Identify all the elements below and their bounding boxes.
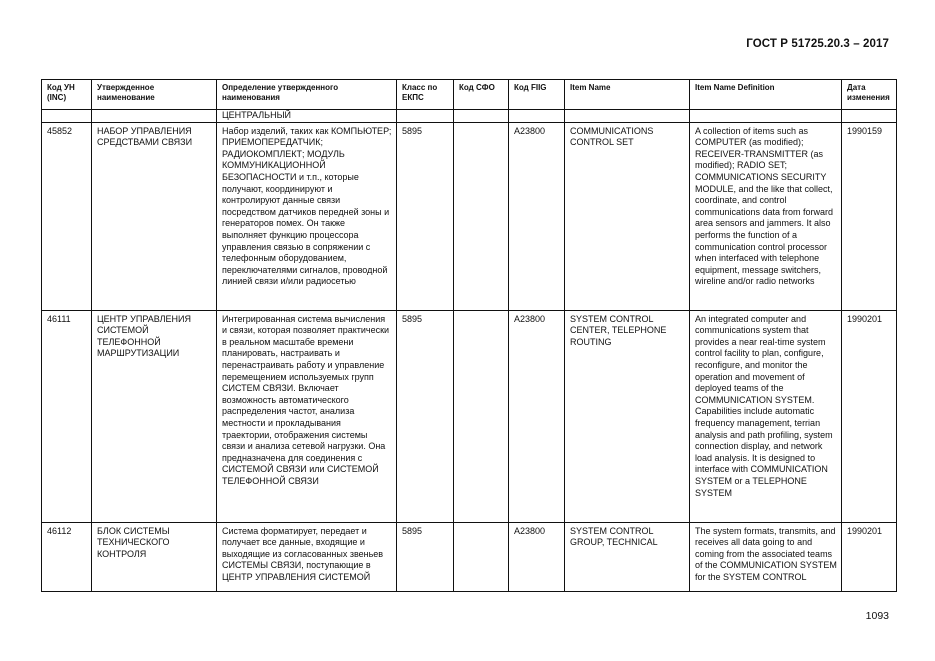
continuation-row (42, 110, 897, 123)
col-header-sfo: Код СФО (454, 80, 509, 110)
document-header: ГОСТ Р 51725.20.3 – 2017 (746, 38, 889, 50)
cell-class: 5895 (397, 310, 454, 522)
cell-item-definition: The system formats, transmits, and receives all data going to and coming from the associated teams of the COMMUNICATION SYSTEM for the SYSTEM CONTROL (690, 522, 842, 591)
cell-date: 1990159 (842, 122, 897, 310)
cell-inc: 46111 (42, 310, 92, 522)
col-header-definition: Определение утвержденного наименования (217, 80, 397, 110)
cell-sfo (454, 310, 509, 522)
cell-item-definition: A collection of items such as COMPUTER (as modified); RECEIVER-TRANSMITTER (as modified); RADIO SET; COMMUNICATIONS SECURITY MODULE, and the like that collect, coordinate, and control communications data from forward area sensors and jammers. It also performs the function of a communication control processor when interfaced with telephone equipment, message switchers, wireline and/or radio networks (690, 122, 842, 310)
catalog-table (41, 79, 897, 592)
cell-fiig: A23800 (509, 122, 565, 310)
cell-sfo (454, 122, 509, 310)
col-header-inc: Код УН (INC) (42, 80, 92, 110)
table-header-row (42, 80, 897, 110)
cell-name: БЛОК СИСТЕМЫ ТЕХНИЧЕСКОГО КОНТРОЛЯ (92, 522, 217, 591)
cell-name: НАБОР УПРАВЛЕНИЯ СРЕДСТВАМИ СВЯЗИ (92, 122, 217, 310)
col-header-class: Класс по ЕКПС (397, 80, 454, 110)
cell-date: 1990201 (842, 522, 897, 591)
cell-fiig: A23800 (509, 310, 565, 522)
cell-item-name: SYSTEM CONTROL GROUP, TECHNICAL (565, 522, 690, 591)
continuation-text: ЦЕНТРАЛЬНЫЙ (217, 110, 397, 123)
cell-definition: Набор изделий, таких как КОМПЬЮТЕР; ПРИЕМОПЕРЕДАТЧИК; РАДИОКОМПЛЕКТ; МОДУЛЬ КОММУНИКАЦИОННОЙ БЕЗОПАСНОСТИ и т.п., которые получают, координируют и контролируют данные связи посредством датчиков передней зоны и генераторов помех. Он также выполняет функцию процессора управления связью в сопряжении с телефонным оборудованием, переключателями сигналов, проводной линией связи и/или радиосетью (217, 122, 397, 310)
col-header-name: Утвержденное наименование (92, 80, 217, 110)
cell-definition: Интегрированная система вычисления и связи, которая позволяет практически в реальном масштабе времени планировать, настраивать и перенастраивать работу и управление перемещением используемых групп СИСТЕМ СВЯЗИ. Включает возможность автоматического распределения частот, анализа местности и прокладывания траектории, отображения системы связи и анализа сетевой нагрузки. Она предназначена для соединения с СИСТЕМОЙ СВЯЗИ или СИСТЕМОЙ ТЕЛЕФОННОЙ СВЯЗИ (217, 310, 397, 522)
cell-fiig: A23800 (509, 522, 565, 591)
cell-sfo (454, 522, 509, 591)
col-header-item-definition: Item Name Definition (690, 80, 842, 110)
page-number: 1093 (865, 610, 889, 622)
table-row (42, 522, 897, 591)
col-header-fiig: Код FIIG (509, 80, 565, 110)
table-row (42, 122, 897, 310)
cell-name: ЦЕНТР УПРАВЛЕНИЯ СИСТЕМОЙ ТЕЛЕФОННОЙ МАРШРУТИЗАЦИИ (92, 310, 217, 522)
cell-inc: 45852 (42, 122, 92, 310)
cell-date: 1990201 (842, 310, 897, 522)
cell-inc: 46112 (42, 522, 92, 591)
cell-class: 5895 (397, 522, 454, 591)
cell-item-definition: An integrated computer and communications system that provides a near real-time system control facility to plan, configure, reconfigure, and monitor the operation and movement of deployed teams of the COMMUNICATION SYSTEM. Capabilities include automatic frequency management, terrian analysis and path profiling, system connection display, and network load analysis. It is designed to interface with COMMUNICATION SYSTEM or a TELEPHONE SYSTEM (690, 310, 842, 522)
cell-item-name: COMMUNICATIONS CONTROL SET (565, 122, 690, 310)
table-row (42, 310, 897, 522)
col-header-date: Дата изменения (842, 80, 897, 110)
cell-definition: Система форматирует, передает и получает все данные, входящие и выходящие из согласованных звеньев СИСТЕМЫ СВЯЗИ, поступающие в ЦЕНТР УПРАВЛЕНИЯ СИСТЕМОЙ (217, 522, 397, 591)
cell-class: 5895 (397, 122, 454, 310)
col-header-item-name: Item Name (565, 80, 690, 110)
cell-item-name: SYSTEM CONTROL CENTER, TELEPHONE ROUTING (565, 310, 690, 522)
